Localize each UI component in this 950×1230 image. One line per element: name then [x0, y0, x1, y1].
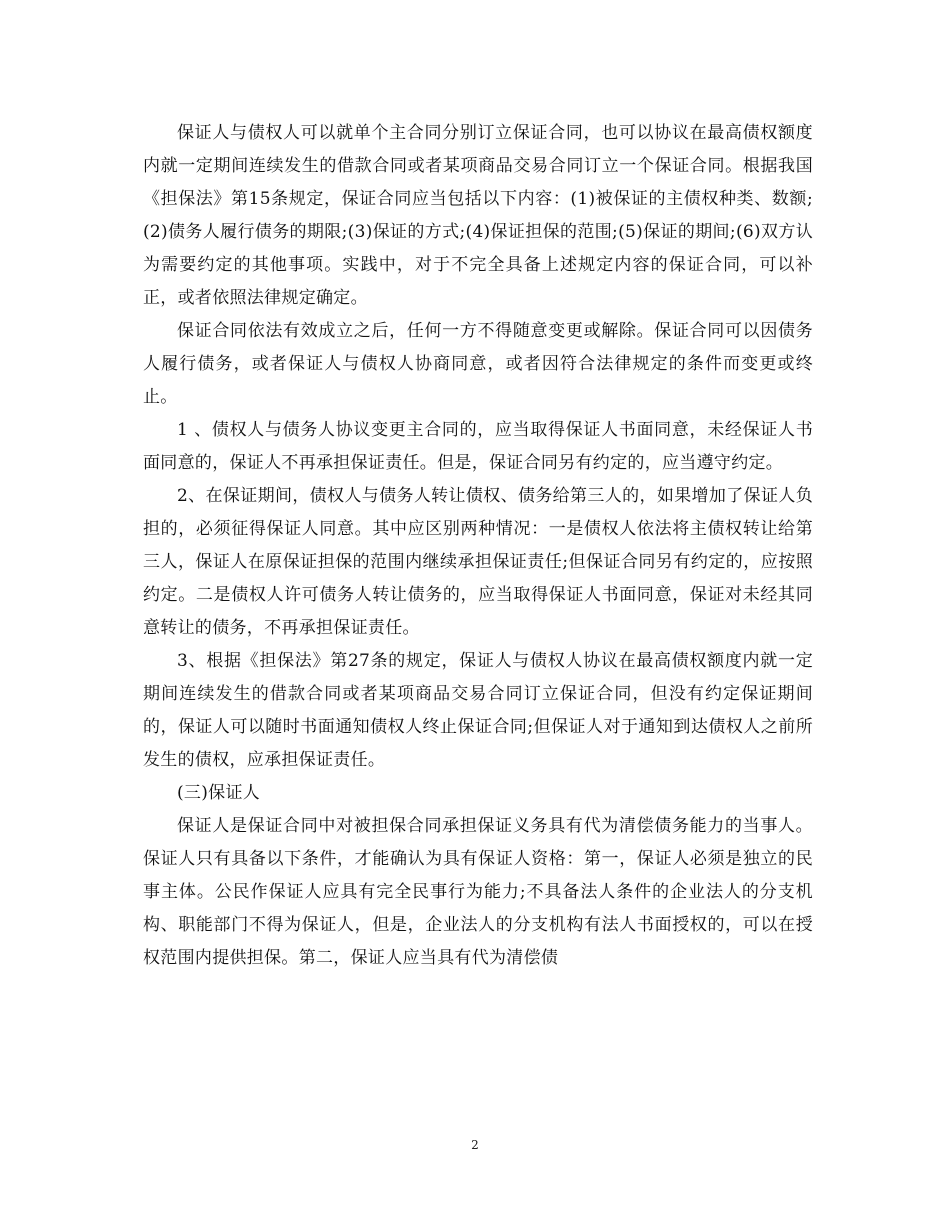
paragraph-guarantee-contract-content: 保证人与债权人可以就单个主合同分别订立保证合同，也可以协议在最高债权额度内就一定期间连续发生的借款合同或者某项商品交易合同订立一个保证合同。根据我国《担保法》第15条规定，保证合同应当包括以下内容：(1)被保证的主债权种类、数额;(2)债务人履行债务的期限;(3)保证的方式;(4)保证担保的范围;(5)保证的期间;(6)双方认为需要约定的其他事项。实践中，对于不完全具备上述规定内容的保证合同，可以补正，或者依照法律规定确定。: [143, 123, 813, 308]
page-number: 2: [471, 1138, 479, 1152]
section-heading-guarantor: (三)保证人: [177, 783, 261, 803]
paragraph-guarantor-qualification: 保证人是保证合同中对被担保合同承担保证义务具有代为清偿债务能力的当事人。保证人只有具备以下条件，才能确认为具有保证人资格：第一，保证人必须是独立的民事主体。公民作保证人应具有完全民事行为能力;不具备法人条件的企业法人的分支机构、职能部门不得为保证人，但是，企业法人的分支机构有法人书面授权的，可以在授权范围内提供担保。第二，保证人应当具有代为清偿债: [143, 816, 813, 968]
paragraph-item-3: 3、根据《担保法》第27条的规定，保证人与债权人协议在最高债权额度内就一定期间连续发生的借款合同或者某项商品交易合同订立保证合同，但没有约定保证期间的，保证人可以随时书面通知债权人终止保证合同;但保证人对于通知到达债权人之前所发生的债权，应承担保证责任。: [143, 651, 813, 770]
paragraph-item-2: 2、在保证期间，债权人与债务人转让债权、债务给第三人的，如果增加了保证人负担的，必须征得保证人同意。其中应区别两种情况：一是债权人依法将主债权转让给第三人，保证人在原保证担保的范围内继续承担保证责任;但保证合同另有约定的，应按照约定。二是债权人许可债务人转让债务的，应当取得保证人书面同意，保证对未经其同意转让的债务，不再承担保证责任。: [143, 486, 813, 638]
paragraph-contract-change-termination: 保证合同依法有效成立之后，任何一方不得随意变更或解除。保证合同可以因债务人履行债务，或者保证人与债权人协商同意，或者因符合法律规定的条件而变更或终止。: [143, 321, 813, 407]
paragraph-item-1: 1 、债权人与债务人协议变更主合同的，应当取得保证人书面同意，未经保证人书面同意的，保证人不再承担保证责任。但是，保证合同另有约定的，应当遵守约定。: [143, 420, 813, 473]
document-body: [143, 117, 813, 975]
